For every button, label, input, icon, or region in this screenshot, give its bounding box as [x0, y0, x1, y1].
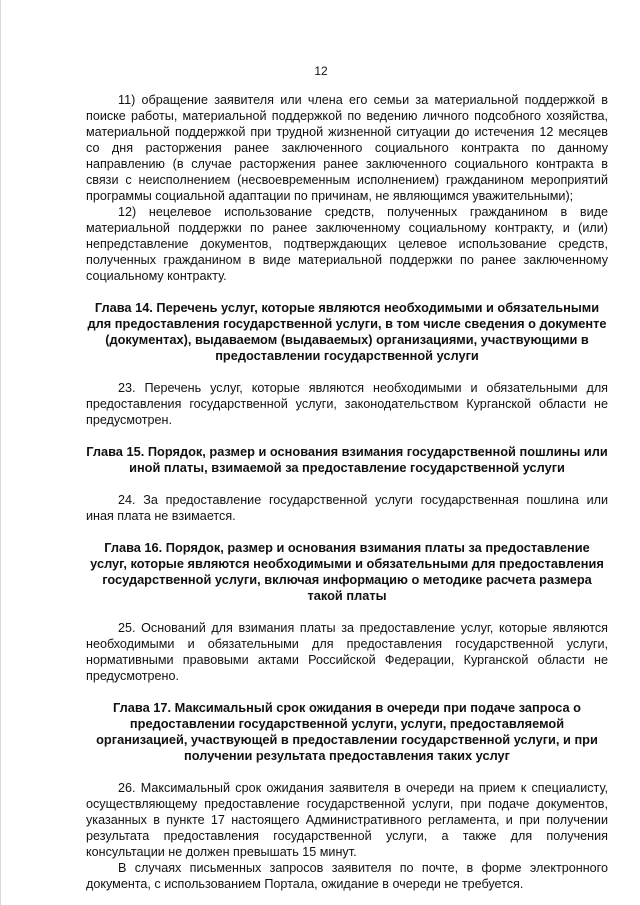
chapter-15-heading: Глава 15. Порядок, размер и основания взимания государственной пошлины или иной платы, взимаемой за предоставление государственной услуги	[86, 444, 608, 475]
spacer	[86, 284, 608, 300]
page-number: 12	[314, 64, 328, 78]
spacer	[86, 428, 608, 444]
paragraph-26: 26. Максимальный срок ожидания заявителя в очереди на прием к специалисту, осуществляющему предоставление государственной услуги, при подаче документов, указанных в пункте 17 настоящего Административного регламента, и при получении результата предоставления государственной услуги, а также для получения консультации не должен превышать 15 минут.	[86, 781, 608, 859]
spacer	[86, 764, 608, 780]
spacer	[86, 364, 608, 380]
paragraph-23: 23. Перечень услуг, которые являются необходимыми и обязательными для предоставления государственной услуги, законодательством Курганской области не предусмотрен.	[86, 381, 608, 427]
paragraph-25: 25. Оснований для взимания платы за предоставление услуг, которые являются необходимыми и обязательными для предоставления государственной услуги, нормативными правовыми актами Российской Федерации, Курганской области не предусмотрено.	[86, 621, 608, 683]
paragraph-26-continuation: В случаях письменных запросов заявителя по почте, в форме электронного документа, с использованием Портала, ожидание в очереди не требуется.	[86, 861, 608, 891]
spacer	[86, 684, 608, 700]
spacer	[86, 476, 608, 492]
chapter-14-heading: Глава 14. Перечень услуг, которые являются необходимыми и обязательными для предоставления государственной услуги, в том числе сведения о документе (документах), выдаваемом (выдаваемых) организациями, участвующими в предоставлении государственной услуги	[87, 300, 607, 363]
document-body	[86, 92, 608, 892]
paragraph-item-12: 12) нецелевое использование средств, полученных гражданином в виде материальной поддержки по ранее заключенному социальному контракту, и (или) непредставление документов, подтверждающих целевое использование средств, полученных гражданином в виде материальной поддержки по ранее заключенному социальному контракту.	[86, 205, 608, 283]
paragraph-item-11: 11) обращение заявителя или члена его семьи за материальной поддержкой в поиске работы, материальной поддержкой по ведению личного подсобного хозяйства, материальной поддержкой при трудной жизненной ситуации до истечения 12 месяцев со дня расторжения ранее заключенного социального контракта по данному направлению (в случае расторжения ранее заключенного социального контракта в связи с неисполнением (несвоевременным исполнением) гражданином мероприятий программы социальной адаптации по причинам, не являющимся уважительными);	[86, 93, 608, 203]
paragraph-24: 24. За предоставление государственной услуги государственная пошлина или иная плата не взимается.	[86, 493, 608, 523]
spacer	[86, 604, 608, 620]
chapter-16-heading: Глава 16. Порядок, размер и основания взимания платы за предоставление услуг, которые являются необходимыми и обязательными для предоставления государственной услуги, включая информацию о методике расчета размера такой платы	[90, 540, 604, 603]
spacer	[86, 524, 608, 540]
chapter-17-heading: Глава 17. Максимальный срок ожидания в очереди при подаче запроса о предоставлении государственной услуги, услуги, предоставляемой организацией, участвующей в предоставлении государственной услуги, и при получении результата предоставления таких услуг	[96, 700, 598, 763]
